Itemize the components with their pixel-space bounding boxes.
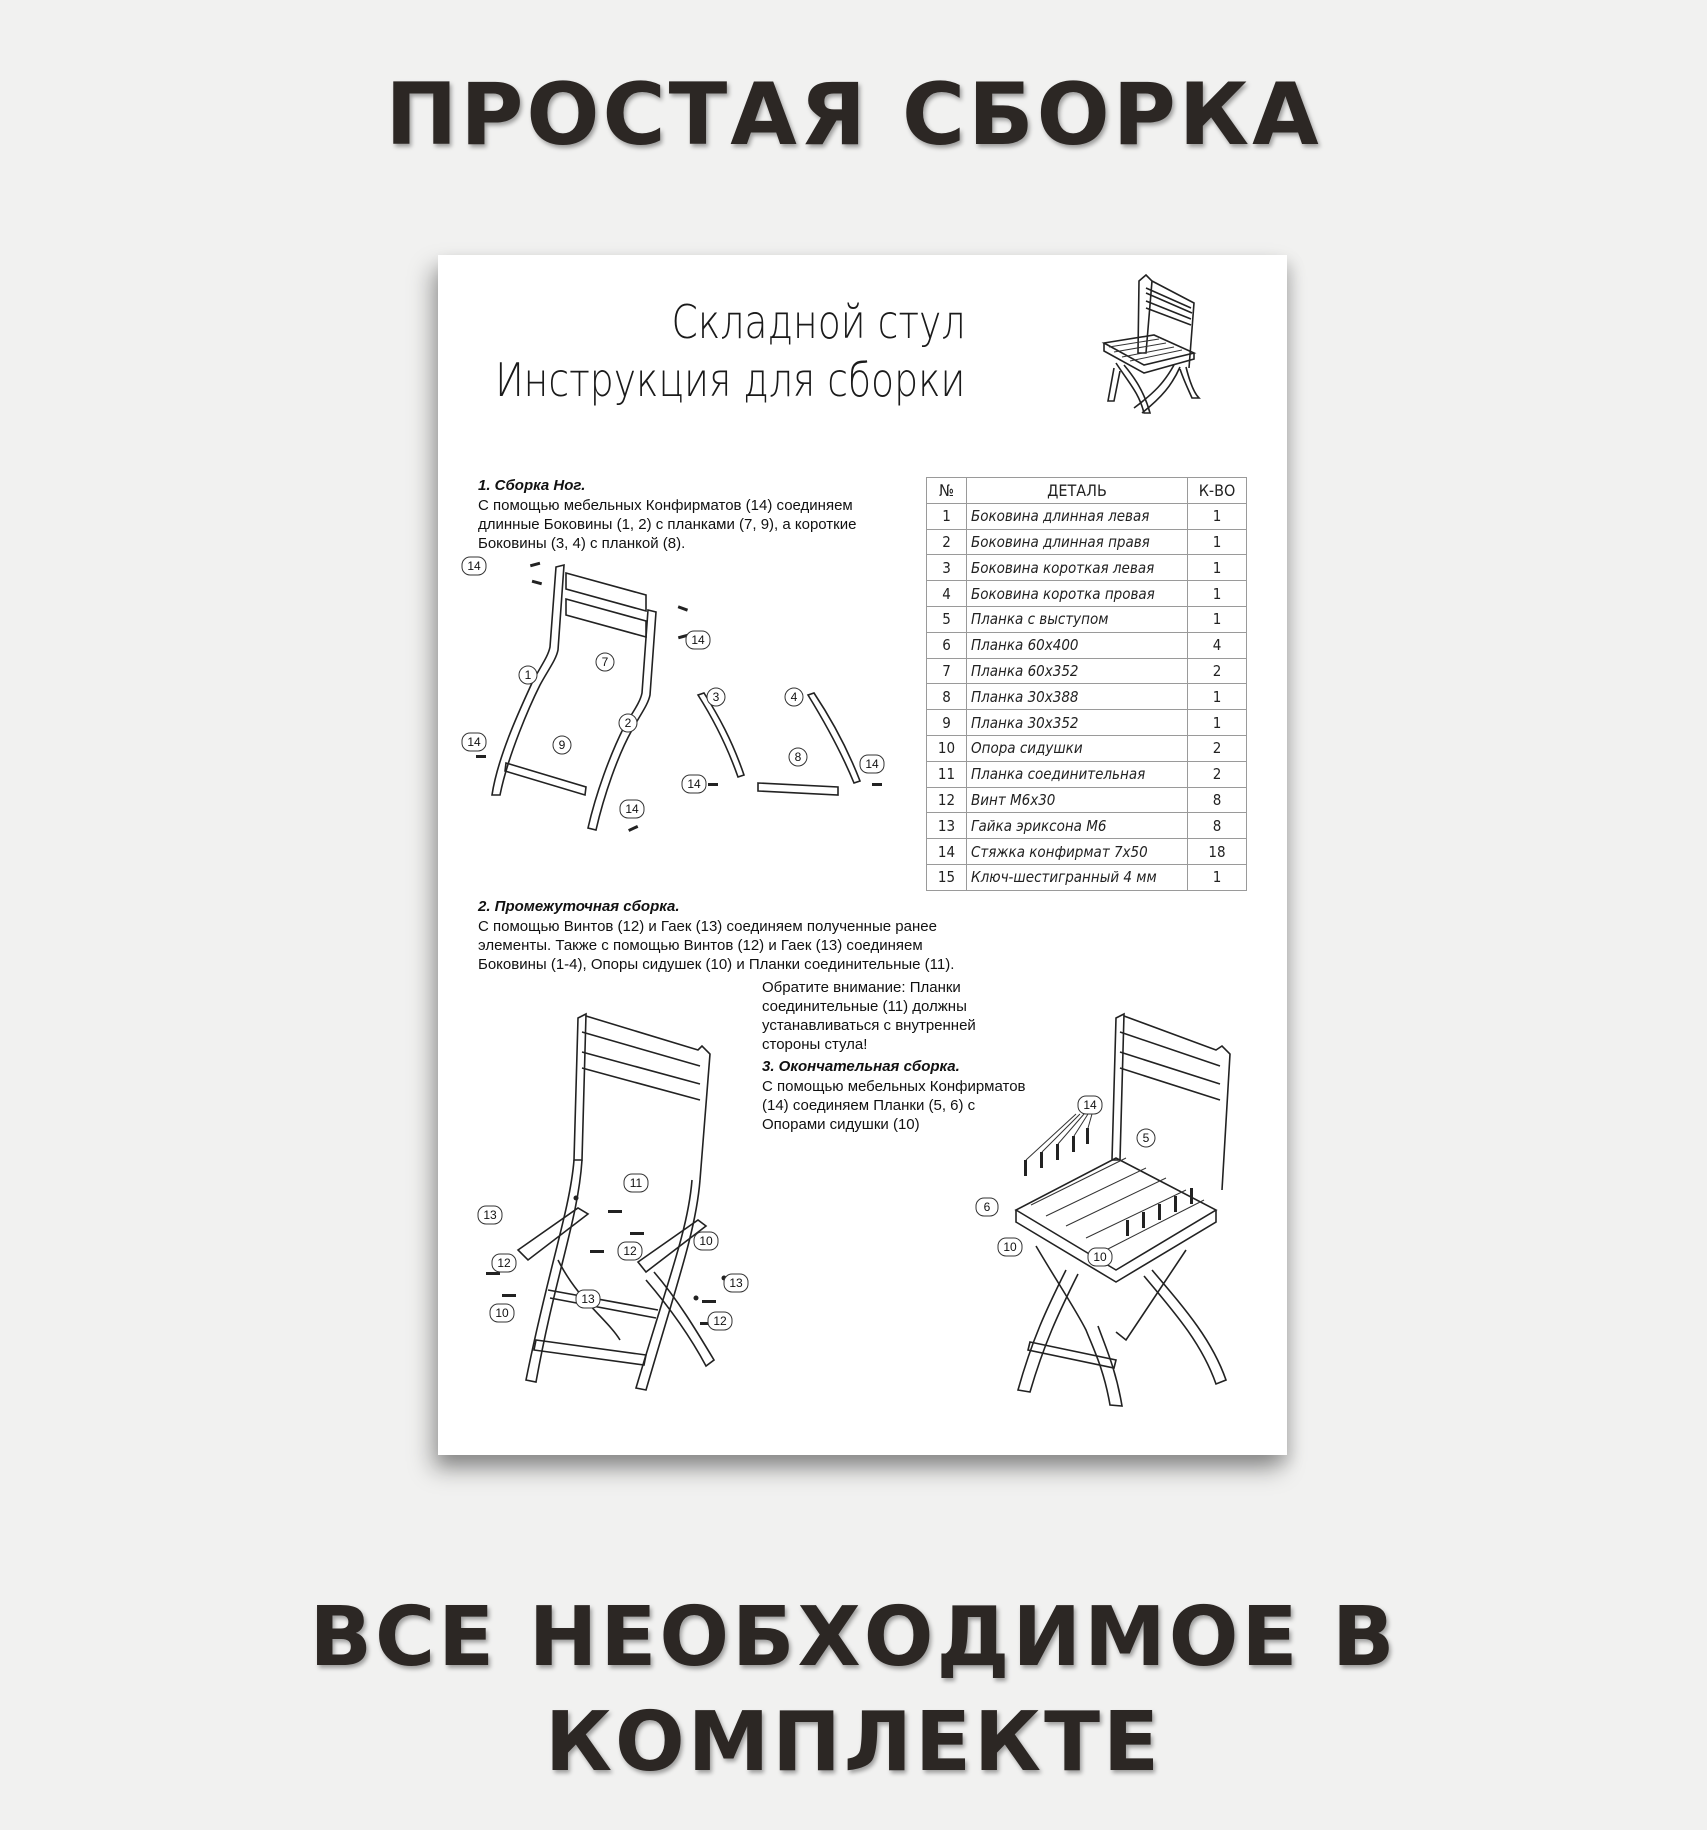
table-row — [927, 503, 1247, 529]
part-quantity-cell: 8 — [1188, 787, 1247, 813]
step2-line: С помощью Винтов (12) и Гаек (13) соединяем полученные ранее — [478, 918, 937, 935]
part-name-cell: Планка соединительная — [967, 761, 1188, 787]
callout-10 — [490, 1304, 514, 1322]
svg-text:6: 6 — [983, 1200, 991, 1214]
table-row — [927, 735, 1247, 761]
part-name-cell: Боковина коротка провая — [967, 581, 1188, 607]
part-number-cell: 13 — [927, 813, 967, 839]
part-quantity-cell: 2 — [1188, 658, 1247, 684]
part-quantity-cell: 1 — [1188, 710, 1247, 736]
svg-text:11: 11 — [629, 1176, 643, 1190]
step1-line: Боковины (3, 4) с планкой (8). — [478, 535, 686, 552]
callout-14 — [1078, 1096, 1102, 1114]
callout-6 — [976, 1198, 998, 1216]
callout-10 — [694, 1232, 718, 1250]
part-quantity-cell: 1 — [1188, 581, 1247, 607]
svg-text:10: 10 — [495, 1306, 509, 1320]
callout-5 — [1137, 1129, 1155, 1147]
note-line: Обратите внимание: Планки — [762, 979, 961, 996]
step1-legs-drawing — [468, 555, 908, 865]
step1-title: 1. Сборка Ног. — [478, 477, 586, 494]
part-number-cell: 5 — [927, 606, 967, 632]
part-number-cell: 7 — [927, 658, 967, 684]
svg-text:14: 14 — [1083, 1098, 1097, 1112]
instruction-sheet — [438, 255, 1287, 1455]
part-name-cell: Боковина короткая левая — [967, 555, 1188, 581]
callout-12 — [492, 1254, 516, 1272]
step1-line: С помощью мебельных Конфирматов (14) соединяем — [478, 497, 853, 514]
note-line: устанавливаться с внутренней — [762, 1017, 976, 1034]
callout-4 — [785, 688, 803, 706]
bottom-banner-line: КОМПЛЕКТЕ — [544, 1695, 1163, 1790]
callout-13 — [576, 1290, 600, 1308]
callout-14 — [682, 775, 706, 793]
part-name-cell: Гайка эриксона М6 — [967, 813, 1188, 839]
table-row — [927, 632, 1247, 658]
table-row — [927, 864, 1247, 890]
part-name-cell: Планка 60х400 — [967, 632, 1188, 658]
callout-13 — [724, 1274, 748, 1292]
svg-text:14: 14 — [865, 757, 879, 771]
note-line: стороны стула! — [762, 1036, 868, 1053]
part-quantity-cell: 18 — [1188, 839, 1247, 865]
part-name-cell: Боковина длинная правя — [967, 529, 1188, 555]
svg-text:14: 14 — [467, 735, 481, 749]
top-banner: ПРОСТАЯ СБОРКА — [385, 65, 1322, 165]
parts-table-body — [927, 503, 1247, 890]
note-line: соединительные (11) должны — [762, 998, 967, 1015]
step2-title: 2. Промежуточная сборка. — [478, 898, 680, 915]
svg-text:14: 14 — [691, 633, 705, 647]
table-row — [927, 658, 1247, 684]
callout-14 — [686, 631, 710, 649]
callout-13 — [478, 1206, 502, 1224]
callout-3 — [707, 688, 725, 706]
svg-text:14: 14 — [687, 777, 701, 791]
svg-text:14: 14 — [625, 802, 639, 816]
column-header-number: № — [927, 478, 967, 504]
svg-text:13: 13 — [581, 1292, 595, 1306]
sheet-subtitle: Инструкция для сборки — [494, 353, 965, 407]
table-row — [927, 529, 1247, 555]
svg-text:8: 8 — [794, 750, 802, 764]
svg-text:5: 5 — [1142, 1131, 1150, 1145]
part-quantity-cell: 1 — [1188, 555, 1247, 581]
step2-line: Боковины (1-4), Опоры сидушек (10) и Планки соединительные (11). — [478, 956, 955, 973]
part-quantity-cell: 1 — [1188, 529, 1247, 555]
svg-text:4: 4 — [790, 690, 798, 704]
part-quantity-cell: 2 — [1188, 735, 1247, 761]
callout-12 — [618, 1242, 642, 1260]
svg-text:12: 12 — [497, 1256, 511, 1270]
part-quantity-cell: 2 — [1188, 761, 1247, 787]
step2-intermediate-drawing — [478, 1010, 768, 1425]
bottom-banner-line: ВСЕ НЕОБХОДИМОЕ В — [309, 1590, 1398, 1685]
table-row — [927, 684, 1247, 710]
assembly-note — [762, 978, 976, 1054]
step3-line: С помощью мебельных Конфирматов — [762, 1078, 1026, 1095]
column-header-part: ДЕТАЛЬ — [967, 478, 1188, 504]
callout-14 — [462, 557, 486, 575]
svg-text:9: 9 — [558, 738, 566, 752]
callout-14 — [860, 755, 884, 773]
table-row — [927, 813, 1247, 839]
step3-line: Опорами сидушки (10) — [762, 1116, 920, 1133]
part-name-cell: Ключ-шестигранный 4 мм — [967, 864, 1188, 890]
part-quantity-cell: 8 — [1188, 813, 1247, 839]
bottom-banner — [0, 1585, 1707, 1795]
part-number-cell: 6 — [927, 632, 967, 658]
callout-2 — [619, 714, 637, 732]
part-quantity-cell: 1 — [1188, 684, 1247, 710]
svg-text:2: 2 — [624, 716, 632, 730]
part-quantity-cell: 4 — [1188, 632, 1247, 658]
part-number-cell: 3 — [927, 555, 967, 581]
part-number-cell: 15 — [927, 864, 967, 890]
step3-final-drawing — [976, 1010, 1286, 1425]
svg-text:10: 10 — [1093, 1250, 1107, 1264]
step2-line: элементы. Также с помощью Винтов (12) и Гаек (13) соединяем — [478, 937, 923, 954]
step3-line: (14) соединяем Планки (5, 6) с — [762, 1097, 976, 1114]
table-row — [927, 555, 1247, 581]
table-row — [927, 787, 1247, 813]
callout-10 — [998, 1238, 1022, 1256]
callout-8 — [789, 748, 807, 766]
part-name-cell: Винт М6х30 — [967, 787, 1188, 813]
step1-text — [478, 496, 856, 553]
callout-1 — [519, 666, 537, 684]
part-number-cell: 4 — [927, 581, 967, 607]
part-number-cell: 11 — [927, 761, 967, 787]
sheet-title: Складной стул — [671, 295, 965, 349]
table-row — [927, 839, 1247, 865]
step1-line: длинные Боковины (1, 2) с планками (7, 9), а короткие — [478, 516, 857, 533]
part-number-cell: 14 — [927, 839, 967, 865]
part-name-cell: Боковина длинная левая — [967, 503, 1188, 529]
svg-text:3: 3 — [712, 690, 720, 704]
part-number-cell: 9 — [927, 710, 967, 736]
svg-text:10: 10 — [1003, 1240, 1017, 1254]
part-quantity-cell: 1 — [1188, 606, 1247, 632]
part-name-cell: Стяжка конфирмат 7х50 — [967, 839, 1188, 865]
svg-text:12: 12 — [713, 1314, 727, 1328]
parts-table — [926, 477, 1247, 891]
part-number-cell: 10 — [927, 735, 967, 761]
svg-text:13: 13 — [729, 1276, 743, 1290]
chair-thumbnail-illustration — [1094, 273, 1204, 423]
part-name-cell: Планка 30х388 — [967, 684, 1188, 710]
svg-text:12: 12 — [623, 1244, 637, 1258]
callout-14 — [462, 733, 486, 751]
step2-text — [478, 917, 954, 974]
part-number-cell: 8 — [927, 684, 967, 710]
part-quantity-cell: 1 — [1188, 864, 1247, 890]
table-row — [927, 710, 1247, 736]
table-header-row — [927, 478, 1247, 504]
table-row — [927, 761, 1247, 787]
part-number-cell: 1 — [927, 503, 967, 529]
svg-text:13: 13 — [483, 1208, 497, 1222]
svg-text:1: 1 — [524, 668, 532, 682]
callout-7 — [596, 653, 614, 671]
svg-text:7: 7 — [601, 655, 609, 669]
part-number-cell: 2 — [927, 529, 967, 555]
part-quantity-cell: 1 — [1188, 503, 1247, 529]
callout-9 — [553, 736, 571, 754]
part-name-cell: Планка 30х352 — [967, 710, 1188, 736]
table-row — [927, 581, 1247, 607]
callout-11 — [624, 1174, 648, 1192]
part-name-cell: Опора сидушки — [967, 735, 1188, 761]
svg-text:14: 14 — [467, 559, 481, 573]
column-header-quantity: К-ВО — [1188, 478, 1247, 504]
step3-title: 3. Окончательная сборка. — [762, 1058, 960, 1075]
callout-10 — [1088, 1248, 1112, 1266]
part-name-cell: Планка с выступом — [967, 606, 1188, 632]
svg-text:10: 10 — [699, 1234, 713, 1248]
table-row — [927, 606, 1247, 632]
part-name-cell: Планка 60х352 — [967, 658, 1188, 684]
part-number-cell: 12 — [927, 787, 967, 813]
callout-12 — [708, 1312, 732, 1330]
callout-14 — [620, 800, 644, 818]
